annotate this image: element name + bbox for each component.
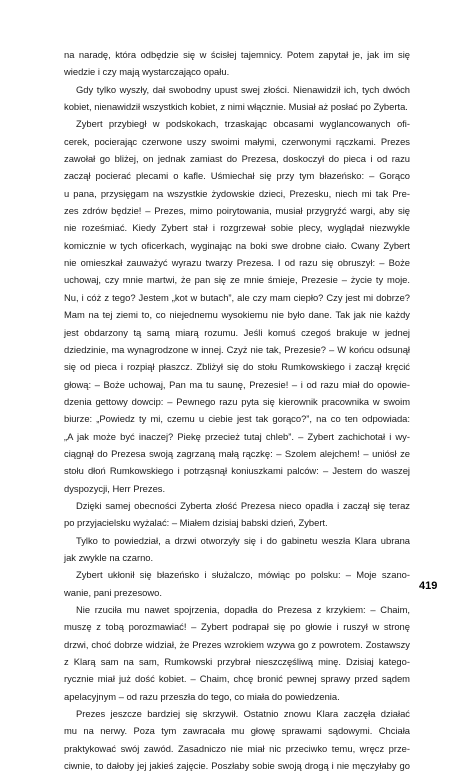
text-line: Nu, i cóż z tego? Jestem „kot w butach”, ale czy mam ciepło? Czy jest mi dobrze? — [64, 291, 410, 303]
text-line: komicznie w tych oficerkach, wyginając na boki swe drobne ciało. Cwany Zybert — [64, 239, 410, 251]
text-line: Gdy tylko wyszły, dał swobodny upust swej złości. Nienawidził ich, tych dwóch — [76, 83, 410, 95]
text-line: u pana, przysięgam na wszystkie żydowskie dzieci, Prezesku, niech mi tak Pre- — [64, 187, 410, 199]
text-line: Zybert ukłonił się błazeńsko i służalczo, mówiąc po polsku: – Moje szano- — [76, 569, 410, 581]
text-line: nie omieszkał zauważyć wyrazu twarzy Prezesa. I od razu się obruszył: – Boże — [64, 257, 410, 269]
text-line: „A jak może być inaczej? Piekę przecież tutaj chleb”. – Zybert zachichotał i wy- — [64, 430, 410, 442]
text-line: uchowaj, czy mnie martwi, że pan się ze mnie śmieje, Prezesie – życie ty moje. — [64, 274, 410, 286]
text-line: głową: – Boże uchowaj, Pan ma tu saunę, Prezesie! – i od razu miał do opowie- — [64, 378, 410, 390]
text-line: się od pieca i rozpiął płaszcz. Zbliżył się do stołu Rumkowskiego i zaczął kręcić — [64, 361, 410, 373]
text-line: stołu dłoń Rumkowskiego i potrząsnął koniuszkami palców: – Jestem do waszej — [64, 465, 410, 477]
text-line: Tylko to powiedział, a drzwi otworzyły się i do gabinetu weszła Klara ubrana — [76, 534, 410, 546]
text-line: dziedzinie, ma wynagrodzone w innej. Czyż nie tak, Prezesie? – W końcu odsunął — [64, 343, 410, 355]
text-line: Prezes jeszcze bardziej się skrzywił. Ostatnio znowu Klara zaczęła działać — [76, 708, 410, 720]
text-line: zawołał go bliżej, on jednak zamiast do Prezesa, doskoczył do pieca i od razu — [64, 153, 410, 165]
text-line: ciągnął do Prezesa swoją zagrzaną małą rączkę: – Szolem alejchem! – uniósł ze — [64, 447, 410, 459]
text-line: biurze: „Powiedz ty mi, czemu u ciebie jest tak gorąco?”, na co ten odpowiada: — [64, 413, 410, 425]
text-line: ciwnie, to dałoby jej jakieś zajęcie. Poszłaby sobie swoją drogą i nie męczyłaby go — [64, 760, 410, 772]
text-line: na naradę, która odbędzie się w ścisłej tajemnicy. Potem zapytał je, jak im się — [64, 49, 410, 60]
text-line: dyspozycji, Herr Prezes. — [64, 482, 166, 494]
text-line: mu na nerwy. Poza tym zawracała mu głowę sprawami sądowymi. Chciała — [64, 725, 410, 737]
text-line: praktykować swój zawód. Zasadniczo nie miał nic przeciwko temu, wręcz prze- — [64, 742, 410, 754]
text-line: z Klarą sam na sam, Rumkowski przybrał nieszczęśliwą minę. Dzisiaj katego- — [64, 656, 410, 668]
text-line: wanie, pani prezesowo. — [64, 586, 162, 598]
text-line: Nie rzuciła mu nawet spojrzenia, dopadła do Prezesa z krzykiem: – Chaim, — [76, 604, 410, 615]
text-line: cerek, pocierając czerwone uszy swoimi małymi, czerwonymi rączkami. Prezes — [64, 135, 410, 147]
text-line: apelacyjnym – od razu przeszła do tego, co miała do powiedzenia. — [64, 690, 340, 702]
text-line: Mam na tej ziemi to, co niejednemu wysokiemu nie było dane. Tak jak nie każdy — [64, 309, 410, 321]
book-page-text — [64, 46, 410, 774]
text-line: jest obdarzony tą samą miarą rozumu. Jeśli komuś czegoś brakuje w jednej — [64, 326, 410, 338]
text-line: nie roześmiać. Kiedy Zybert stał i rozgrzewał sobie plecy, wyglądał niezwykle — [64, 222, 410, 234]
text-line: po przyjacielsku wyżalać: – Miałem dzisiaj babski dzień, Zybert. — [64, 517, 328, 529]
text-line: muszę z tobą porozmawiać! – Zybert podrapał się po głowie i ruszył w stronę — [64, 621, 410, 633]
text-line: Dzięki samej obecności Zyberta złość Prezesa nieco opadła i zaczął się teraz — [76, 499, 410, 511]
text-line: zes zdrów będzie! – Prezes, mimo poirytowania, musiał przygryźć wargi, aby się — [64, 205, 410, 217]
text-line: dzenia gettowy dowcip: – Pewnego razu pyta się kierownik pracownika w swoim — [64, 395, 410, 407]
text-line: kobiet, nienawidził wszystkich kobiet, z nimi włącznie. Musiał aż posłać po Zyberta. — [64, 101, 408, 113]
text-line: jak zwykle na czarno. — [64, 551, 154, 563]
text-line: Zybert przybiegł w podskokach, trzaskając obcasami wyglancowanych ofi- — [76, 118, 410, 130]
text-line: rycznie miał już dość kobiet. – Chaim, chcę bronić pewnej sprawy przed sądem — [64, 673, 410, 685]
text-line: drzwi, choć dobrze widział, że Prezes wzrokiem wzywa go z powrotem. Zostawszy — [64, 638, 410, 650]
page-number: 419 — [419, 580, 438, 592]
text-line: zaczął pocierać plecami o kafle. Uśmiechał się przy tym błazeńsko: – Gorąco — [64, 170, 410, 182]
text-line: wiedzie i czy mają wystarczająco opału. — [64, 66, 230, 78]
